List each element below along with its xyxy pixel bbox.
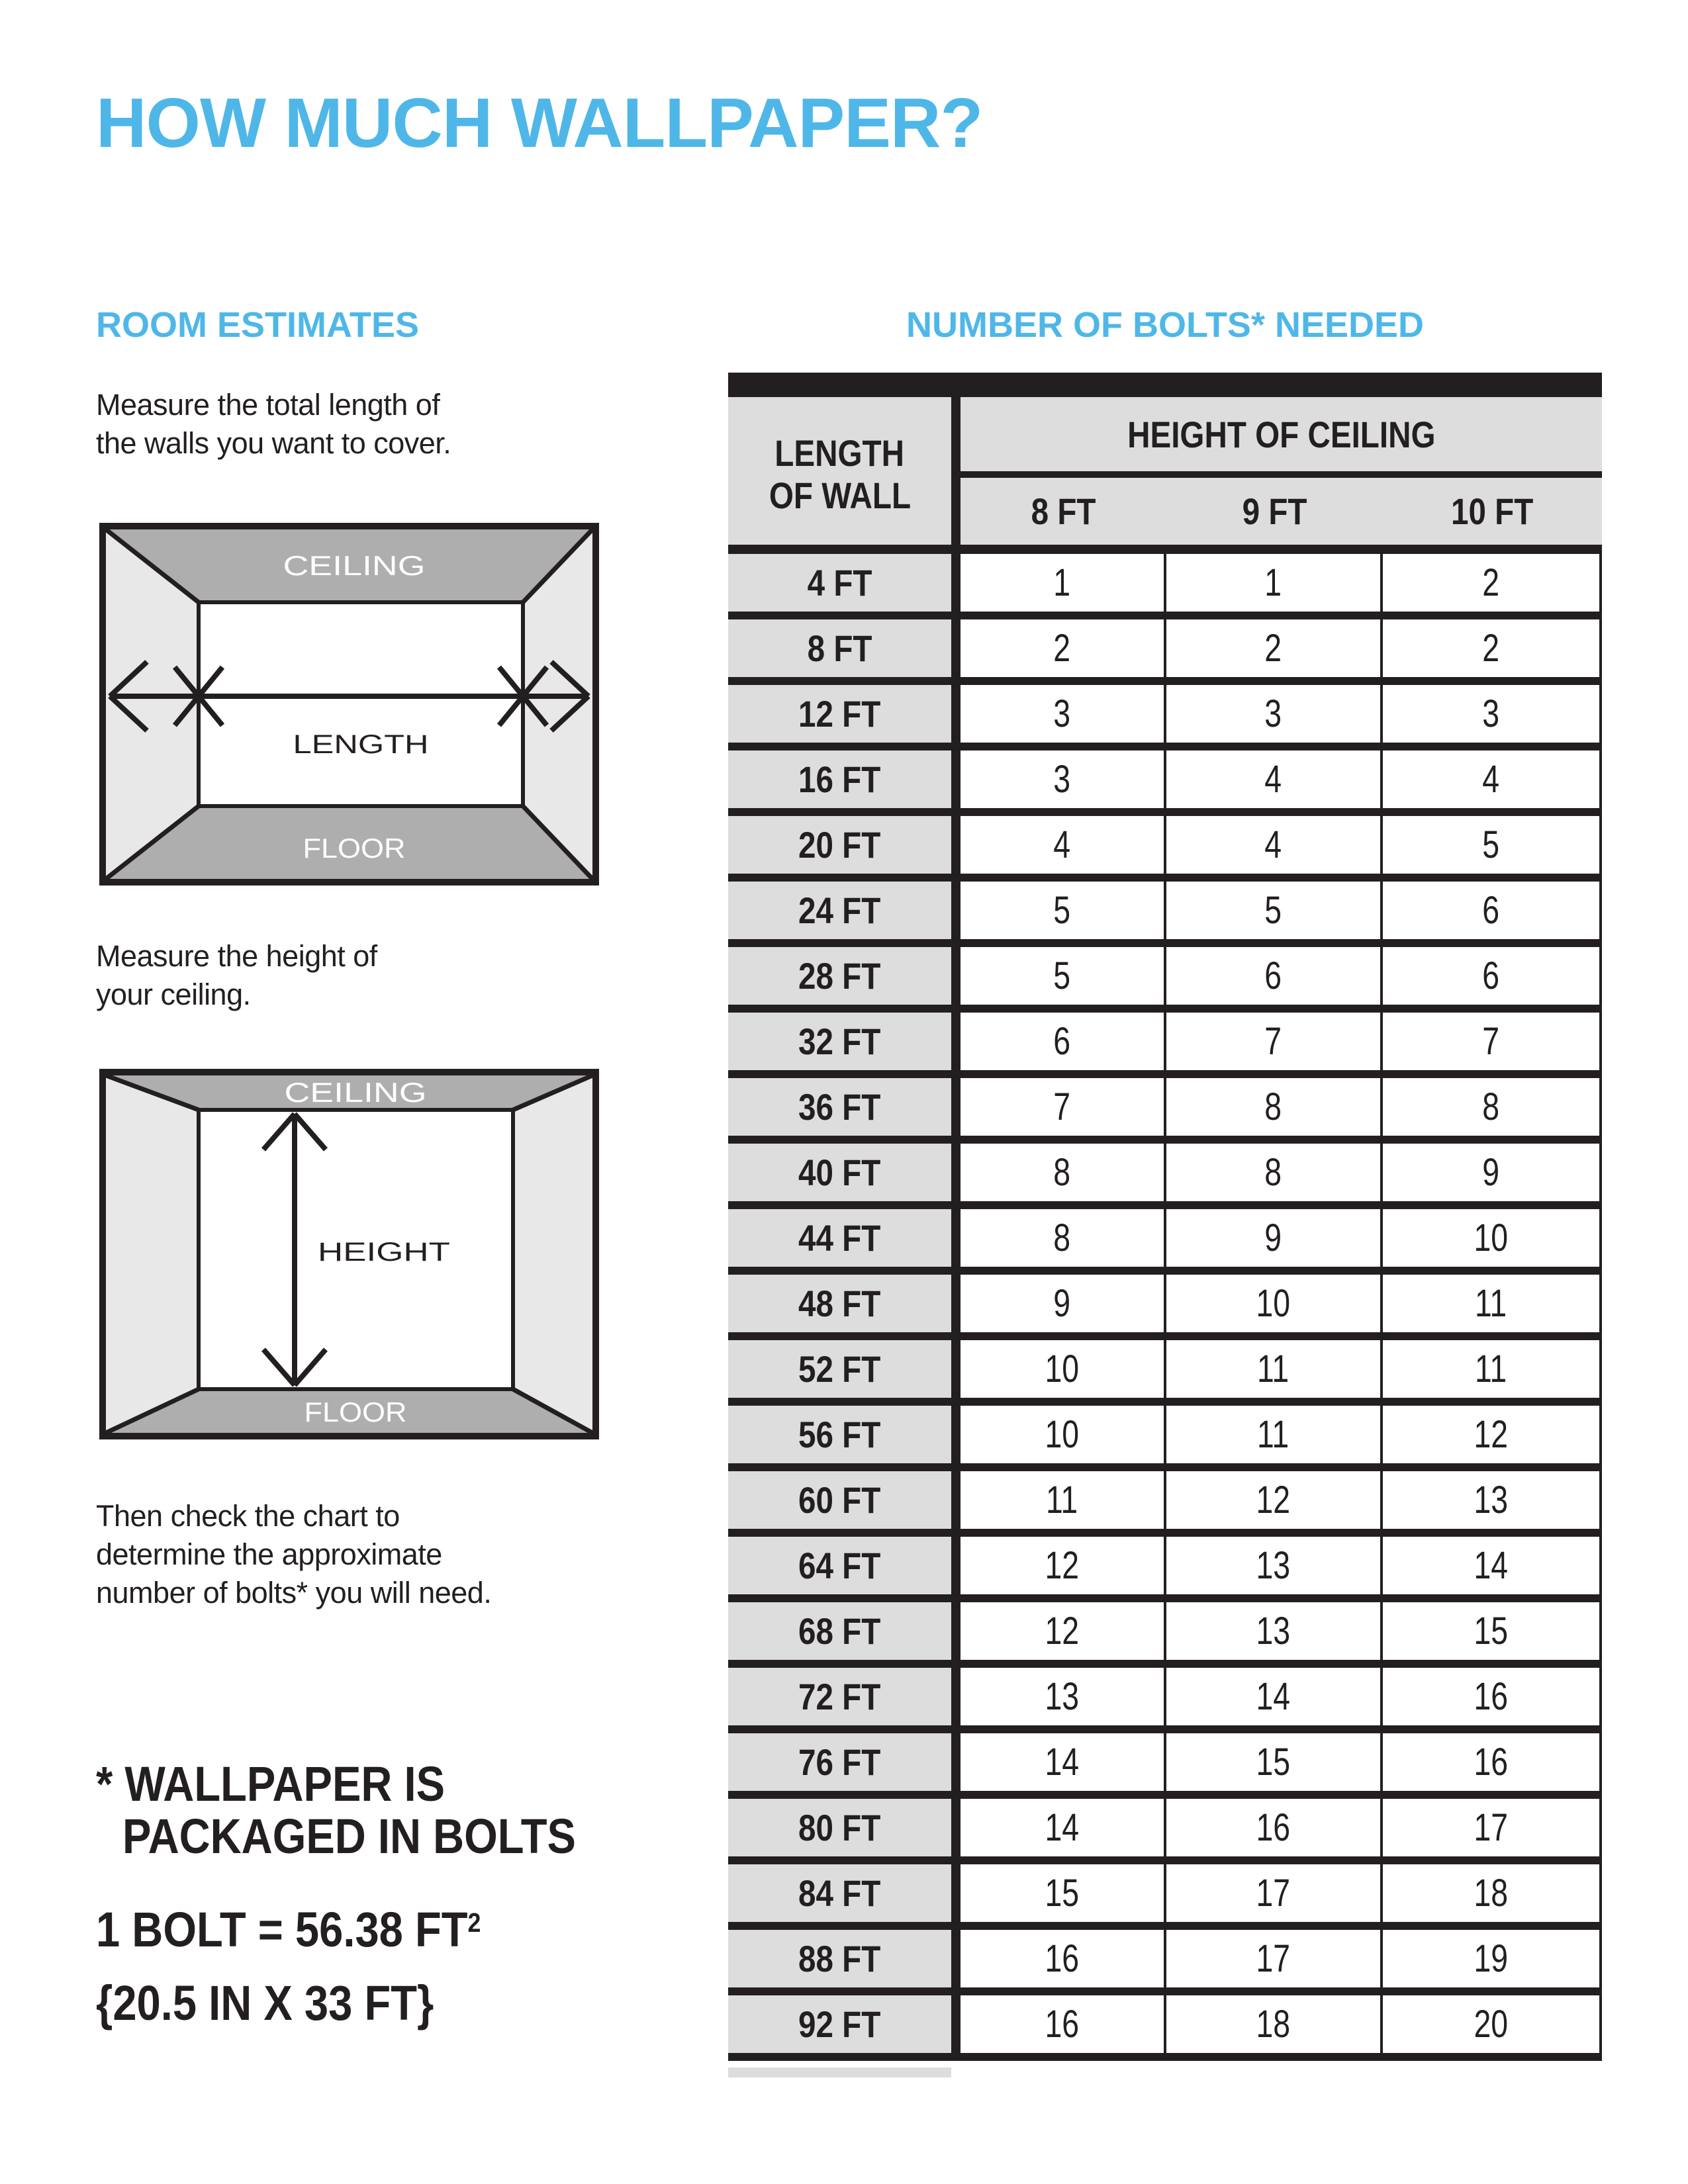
instruction-line: your ceiling. xyxy=(96,978,251,1011)
bolt-count-cell: 4 xyxy=(1166,816,1383,874)
bolt-count-cell: 2 xyxy=(1383,619,1602,677)
bolt-spec-line: 1 BOLT = 56.38 $FT^2$ xyxy=(96,1902,481,1957)
row-length-label: 12 FT xyxy=(728,685,961,743)
bolt-count-cell: 4 xyxy=(961,816,1166,874)
bolt-count-cell: 10 xyxy=(1166,1275,1383,1332)
table-row xyxy=(728,816,1602,882)
table-row xyxy=(728,1275,1602,1340)
row-length-label: 48 FT xyxy=(728,1275,961,1332)
row-length-label: 56 FT xyxy=(728,1406,961,1463)
bolt-count-cell: 18 xyxy=(1166,1995,1383,2053)
bolt-count-cell: 3 xyxy=(1383,685,1602,743)
row-length-label: 4 FT xyxy=(728,554,961,612)
bolt-count-cell: 4 xyxy=(1383,751,1602,808)
instruction-line: Measure the height of xyxy=(96,939,377,973)
row-length-label: 40 FT xyxy=(728,1144,961,1201)
bolt-count-cell: 15 xyxy=(1383,1602,1602,1660)
row-length-label: 32 FT xyxy=(728,1013,961,1070)
instruction-line: determine the approximate xyxy=(96,1537,442,1571)
table-row xyxy=(728,751,1602,816)
right-wall-surface xyxy=(513,1075,592,1433)
section-heading-room-estimates: ROOM ESTIMATES xyxy=(96,305,420,345)
instruction-measure-length xyxy=(96,386,451,463)
row-length-label: 24 FT xyxy=(728,882,961,939)
instruction-measure-height xyxy=(96,937,377,1014)
row-length-label: 36 FT xyxy=(728,1078,961,1136)
bolt-count-cell: 9 xyxy=(1166,1209,1383,1267)
bolt-count-cell: 16 xyxy=(1383,1668,1602,1725)
row-length-label: 60 FT xyxy=(728,1471,961,1529)
room-height-diagram xyxy=(99,1069,599,1439)
row-length-label: 64 FT xyxy=(728,1537,961,1594)
bolt-count-cell: 11 xyxy=(961,1471,1166,1529)
bolt-count-cell: 6 xyxy=(1383,947,1602,1005)
table-body xyxy=(728,554,1602,2061)
table-row xyxy=(728,1406,1602,1471)
row-length-label: 8 FT xyxy=(728,619,961,677)
table-row xyxy=(728,1930,1602,1995)
table-row xyxy=(728,1340,1602,1406)
bolt-count-cell: 11 xyxy=(1166,1340,1383,1398)
bolt-count-cell: 8 xyxy=(1166,1144,1383,1201)
row-length-label: 84 FT xyxy=(728,1864,961,1922)
bolt-count-cell: 6 xyxy=(961,1013,1166,1070)
row-length-label: 68 FT xyxy=(728,1602,961,1660)
bolt-count-cell: 8 xyxy=(1383,1078,1602,1136)
bolt-count-cell: 18 xyxy=(1383,1864,1602,1922)
page-title: HOW MUCH WALLPAPER? xyxy=(96,84,983,162)
bolt-count-cell: 11 xyxy=(1383,1340,1602,1398)
table-row xyxy=(728,1013,1602,1078)
table-row xyxy=(728,1799,1602,1864)
table-bottom-stub xyxy=(728,2068,951,2077)
instruction-check-chart xyxy=(96,1497,491,1612)
height-of-ceiling-label: HEIGHT OF CEILING xyxy=(1127,413,1436,455)
table-row xyxy=(728,1668,1602,1733)
instruction-line: the walls you want to cover. xyxy=(96,426,451,460)
row-length-label: 16 FT xyxy=(728,751,961,808)
bolt-count-cell: 7 xyxy=(1383,1013,1602,1070)
row-length-label: 72 FT xyxy=(728,1668,961,1725)
row-length-label: 28 FT xyxy=(728,947,961,1005)
floor-label: FLOOR xyxy=(304,1396,407,1428)
height-label: HEIGHT xyxy=(318,1238,450,1267)
bolt-count-cell: 1 xyxy=(961,554,1166,612)
bolt-count-cell: 8 xyxy=(961,1144,1166,1201)
bolt-count-cell: 9 xyxy=(961,1275,1166,1332)
row-length-label: 92 FT xyxy=(728,1995,961,2053)
bolt-count-cell: 12 xyxy=(1383,1406,1602,1463)
row-length-label: 52 FT xyxy=(728,1340,961,1398)
height-of-ceiling-header-cell xyxy=(961,397,1602,478)
bolt-count-cell: 5 xyxy=(961,947,1166,1005)
bolt-count-cell: 12 xyxy=(961,1537,1166,1594)
bolt-count-cell: 5 xyxy=(1383,816,1602,874)
bolt-count-cell: 14 xyxy=(961,1733,1166,1791)
bolt-count-cell: 11 xyxy=(1383,1275,1602,1332)
instruction-line: Measure the total length of xyxy=(96,388,440,422)
table-row xyxy=(728,554,1602,619)
bolt-count-cell: 3 xyxy=(961,751,1166,808)
bolt-count-cell: 16 xyxy=(1166,1799,1383,1856)
table-top-bar xyxy=(728,373,1602,397)
squared-exponent: 2 xyxy=(467,1907,481,1938)
left-wall-surface xyxy=(106,1075,199,1433)
bolt-count-cell: 10 xyxy=(1383,1209,1602,1267)
bolt-count-cell: 7 xyxy=(961,1078,1166,1136)
length-label: LENGTH xyxy=(293,730,429,759)
row-length-label: 80 FT xyxy=(728,1799,961,1856)
bolt-count-cell: 9 xyxy=(1383,1144,1602,1201)
bolt-count-cell: 15 xyxy=(1166,1733,1383,1791)
row-length-label: 76 FT xyxy=(728,1733,961,1791)
bolt-count-cell: 10 xyxy=(961,1406,1166,1463)
section-heading-bolts-needed: NUMBER OF BOLTS* NEEDED xyxy=(906,305,1425,345)
bolts-footnote xyxy=(96,1758,637,1862)
ceiling-label: CEILING xyxy=(284,1077,427,1108)
bolt-count-cell: 13 xyxy=(1166,1602,1383,1660)
bolt-count-cell: 16 xyxy=(961,1995,1166,2053)
bolt-count-cell: 2 xyxy=(1383,554,1602,612)
instruction-line: Then check the chart to xyxy=(96,1499,400,1533)
bolt-count-cell: 5 xyxy=(1166,882,1383,939)
bolt-count-cell: 10 xyxy=(961,1340,1166,1398)
footnote-line: * WALLPAPER IS xyxy=(96,1756,445,1811)
bolt-count-cell: 13 xyxy=(961,1668,1166,1725)
bolt-count-cell: 16 xyxy=(961,1930,1166,1987)
bolts-table xyxy=(728,373,1602,2061)
table-row xyxy=(728,685,1602,751)
bolt-count-cell: 14 xyxy=(1166,1668,1383,1725)
bolt-count-cell: 20 xyxy=(1383,1995,1602,2053)
bolt-count-cell: 17 xyxy=(1166,1864,1383,1922)
bolt-count-cell: 3 xyxy=(1166,685,1383,743)
table-row xyxy=(728,1733,1602,1799)
table-row xyxy=(728,1537,1602,1602)
room-length-diagram xyxy=(99,523,599,886)
bolt-count-cell: 2 xyxy=(961,619,1166,677)
instruction-line: number of bolts* you will need. xyxy=(96,1576,492,1610)
bolt-count-cell: 19 xyxy=(1383,1930,1602,1987)
bolt-count-cell: 6 xyxy=(1166,947,1383,1005)
row-length-label: 44 FT xyxy=(728,1209,961,1267)
bolt-count-cell: 12 xyxy=(1166,1471,1383,1529)
bolt-count-cell: 16 xyxy=(1383,1733,1602,1791)
bolt-count-cell: 8 xyxy=(1166,1078,1383,1136)
bolt-count-cell: 17 xyxy=(1166,1930,1383,1987)
column-header-9ft: 9 FT xyxy=(1166,478,1383,545)
back-wall xyxy=(199,602,523,806)
bolt-count-cell: 14 xyxy=(961,1799,1166,1856)
bolt-count-cell: 2 xyxy=(1166,619,1383,677)
bolt-count-cell: 12 xyxy=(961,1602,1166,1660)
table-row xyxy=(728,1602,1602,1668)
bolt-count-cell: 13 xyxy=(1166,1537,1383,1594)
table-row xyxy=(728,1078,1602,1144)
bolt-count-cell: 6 xyxy=(1383,882,1602,939)
bolt-spec-line: {20.5 IN X 33 FT} xyxy=(96,1976,434,2030)
table-row xyxy=(728,947,1602,1013)
bolt-count-cell: 3 xyxy=(961,685,1166,743)
table-row xyxy=(728,1144,1602,1209)
column-header-8ft: 8 FT xyxy=(961,478,1166,545)
row-length-label: 88 FT xyxy=(728,1930,961,1987)
bolt-count-cell: 8 xyxy=(961,1209,1166,1267)
bolt-count-cell: 5 xyxy=(961,882,1166,939)
row-length-label: 20 FT xyxy=(728,816,961,874)
bolt-count-cell: 11 xyxy=(1166,1406,1383,1463)
table-row xyxy=(728,1209,1602,1275)
ceiling-label: CEILING xyxy=(283,550,426,581)
length-of-wall-label: LENGTH OF WALL xyxy=(769,432,911,516)
bolt-count-cell: 1 xyxy=(1166,554,1383,612)
footnote-line: PACKAGED IN BOLTS xyxy=(122,1809,576,1864)
bolt-spec xyxy=(96,1897,534,2036)
table-row xyxy=(728,619,1602,685)
bolt-count-cell: 14 xyxy=(1383,1537,1602,1594)
bolt-count-cell: 17 xyxy=(1383,1799,1602,1856)
table-row xyxy=(728,1471,1602,1537)
bolt-count-cell: 4 xyxy=(1166,751,1383,808)
floor-label: FLOOR xyxy=(303,833,406,864)
column-header-10ft: 10 FT xyxy=(1383,478,1602,545)
table-row xyxy=(728,1995,1602,2061)
table-row xyxy=(728,882,1602,947)
bolt-count-cell: 7 xyxy=(1166,1013,1383,1070)
bolt-count-cell: 15 xyxy=(961,1864,1166,1922)
table-row xyxy=(728,1864,1602,1930)
bolt-count-cell: 13 xyxy=(1383,1471,1602,1529)
